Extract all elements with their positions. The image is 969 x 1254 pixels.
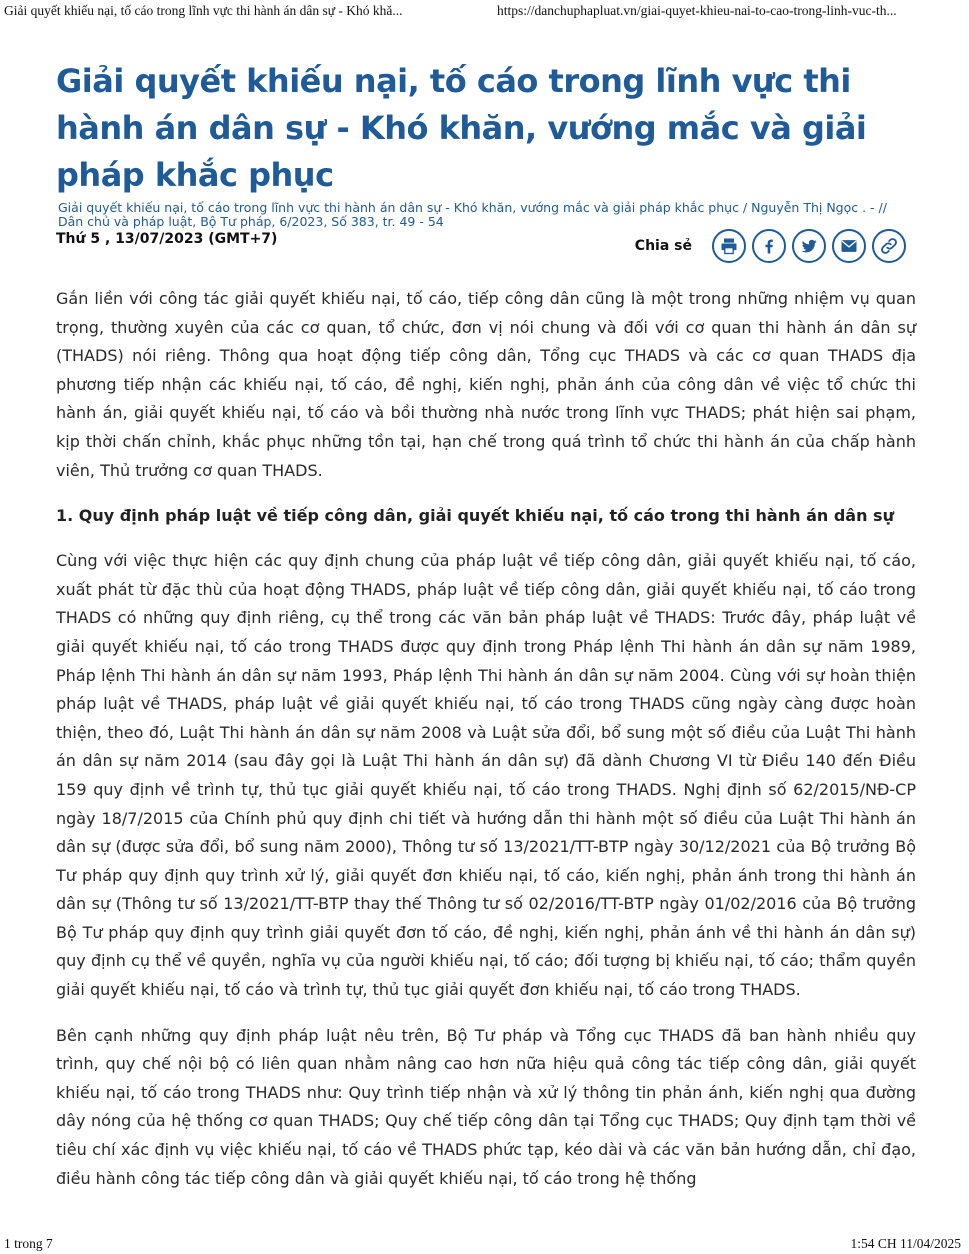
paragraph: Bên cạnh những quy định pháp luật nêu trên, Bộ Tư pháp và Tổng cục THADS đã ban hành nhiều quy trình, quy chế nội bộ có liên quan nhằm nâng cao hơn nữa hiệu quả công tác tiếp công dân, giải quyết khiếu nại, tố cáo trong THADS như: Quy trình tiếp nhận và xử lý thông tin phản ánh, kiến nghị qua đường dây nóng của hệ thống cơ quan THADS; Quy chế tiếp công dân tại Tổng cục THADS; Quy định tạm thời về tiêu chí xác định vụ việc khiếu nại, tố cáo về THADS phức tạp, kéo dài và các văn bản hướng dẫn, chỉ đạo, điều hành công tác tiếp công dân và giải quyết khiếu nại, tố cáo trong hệ thống bbox=[56, 1025, 916, 1188]
paragraph: Cùng với việc thực hiện các quy định chung của pháp luật về tiếp công dân, giải quyết khiếu nại, tố cáo, xuất phát từ đặc thù của hoạt động THADS, pháp luật về tiếp công dân, giải quyết khiếu nại, tố cáo trong THADS có những quy định riêng, cụ thể trong các văn bản pháp luật về THADS: Trước đây, pháp luật về giải quyết khiếu nại, tố cáo trong THADS được quy định trong Pháp lệnh Thi hành án dân sự năm 1989, Pháp lệnh Thi hành án dân sự năm 1993, Pháp lệnh Thi hành án dân sự năm 2004. Cùng với sự hoàn thiện pháp luật về THADS, pháp luật về giải quyết khiếu nại, tố cáo trong THADS cũng ngày càng được hoàn thiện, theo đó, Luật Thi hành án dân sự năm 2008 và Luật sửa đổi, bổ sung một số điều của Luật Thi hành án dân sự năm 2014 (sau đây gọi là Luật Thi hành án dân sự) đã dành Chương VI từ Điều 140 đến Điều 159 quy định về trình tự, thủ tục giải quyết khiếu nại, tố cáo trong THADS. Nghị định số 62/2015/NĐ-CP ngày 18/7/2015 của Chính phủ quy định chi tiết và hướng dẫn thi hành một số điều của Luật Thi hành án dân sự (được sửa đổi, bổ sung năm 2000), Thông tư số 13/2021/TT-BTP ngày 30/12/2021 của Bộ trưởng Bộ Tư pháp quy định quy trình xử lý, giải quyết đơn khiếu nại, tố cáo, kiến nghị, phản ánh trong thi hành án dân sự (Thông tư số 13/2021/TT-BTP thay thế Thông tư số 02/2016/TT-BTP ngày 01/02/2016 của Bộ trưởng Bộ Tư pháp quy định quy trình giải quyết đơn tố cáo, đề nghị, kiến nghị, phản ánh về thi hành án dân sự) quy định cụ thể về quyền, nghĩa vụ của người khiếu nại, tố cáo; đối tượng bị khiếu nại, tố cáo; thẩm quyền giải quyết khiếu nại, tố cáo và trình tự, thủ tục giải quyết đơn khiếu nại, tố cáo trong THADS. bbox=[56, 551, 916, 1000]
print-icon[interactable] bbox=[712, 229, 746, 263]
print-footer bbox=[0, 1234, 969, 1254]
article-citation[interactable]: Giải quyết khiếu nại, tố cáo trong lĩnh vực thi hành án dân sự - Khó khăn, vướng mắc và giải pháp khắc phục / Nguyễn Thị Ngọc . - // Dân chủ và pháp luật, Bộ Tư pháp, 6/2023, Số 383, tr. 49 - 54 bbox=[58, 200, 887, 229]
article-title: Giải quyết khiếu nại, tố cáo trong lĩnh vực thi hành án dân sự - Khó khăn, vướng mắc và giải pháp khắc phục bbox=[56, 62, 867, 194]
article-date: Thứ 5 , 13/07/2023 (GMT+7) bbox=[56, 231, 278, 247]
page-number: 1 trong 7 bbox=[4, 1236, 53, 1251]
print-page-title: Giải quyết khiếu nại, tố cáo trong lĩnh vực thi hành án dân sự - Khó khă... bbox=[4, 3, 403, 18]
share-label: Chia sẻ bbox=[634, 238, 692, 254]
section-heading: 1. Quy định pháp luật về tiếp công dân, giải quyết khiếu nại, tố cáo trong thi hành án dân sự bbox=[56, 506, 894, 526]
article bbox=[56, 58, 916, 1210]
print-timestamp: 1:54 CH 11/04/2025 bbox=[850, 1236, 961, 1251]
article-body bbox=[56, 285, 916, 1193]
email-icon[interactable] bbox=[832, 229, 866, 263]
twitter-icon[interactable] bbox=[792, 229, 826, 263]
facebook-icon[interactable] bbox=[752, 229, 786, 263]
link-icon[interactable] bbox=[872, 229, 906, 263]
article-meta bbox=[56, 229, 916, 279]
paragraph: Gắn liền với công tác giải quyết khiếu nại, tố cáo, tiếp công dân cũng là một trong những nhiệm vụ quan trọng, thường xuyên của các cơ quan, tổ chức, đơn vị nói chung và đối với cơ quan thi hành án dân sự (THADS) nói riêng. Thông qua hoạt động tiếp công dân, Tổng cục THADS và các cơ quan THADS địa phương tiếp nhận các khiếu nại, tố cáo, đề nghị, kiến nghị, phản ánh của công dân về việc tổ chức thi hành án, giải quyết khiếu nại, tố cáo và bồi thường nhà nước trong lĩnh vực THADS; phát hiện sai phạm, kịp thời chấn chỉnh, khắc phục những tồn tại, hạn chế trong quá trình tổ chức thi hành án của chấp hành viên, Thủ trưởng cơ quan THADS. bbox=[56, 289, 916, 480]
share-bar bbox=[635, 229, 906, 263]
print-header bbox=[0, 0, 969, 22]
print-url: https://danchuphapluat.vn/giai-quyet-khieu-nai-to-cao-trong-linh-vuc-th... bbox=[497, 3, 897, 18]
